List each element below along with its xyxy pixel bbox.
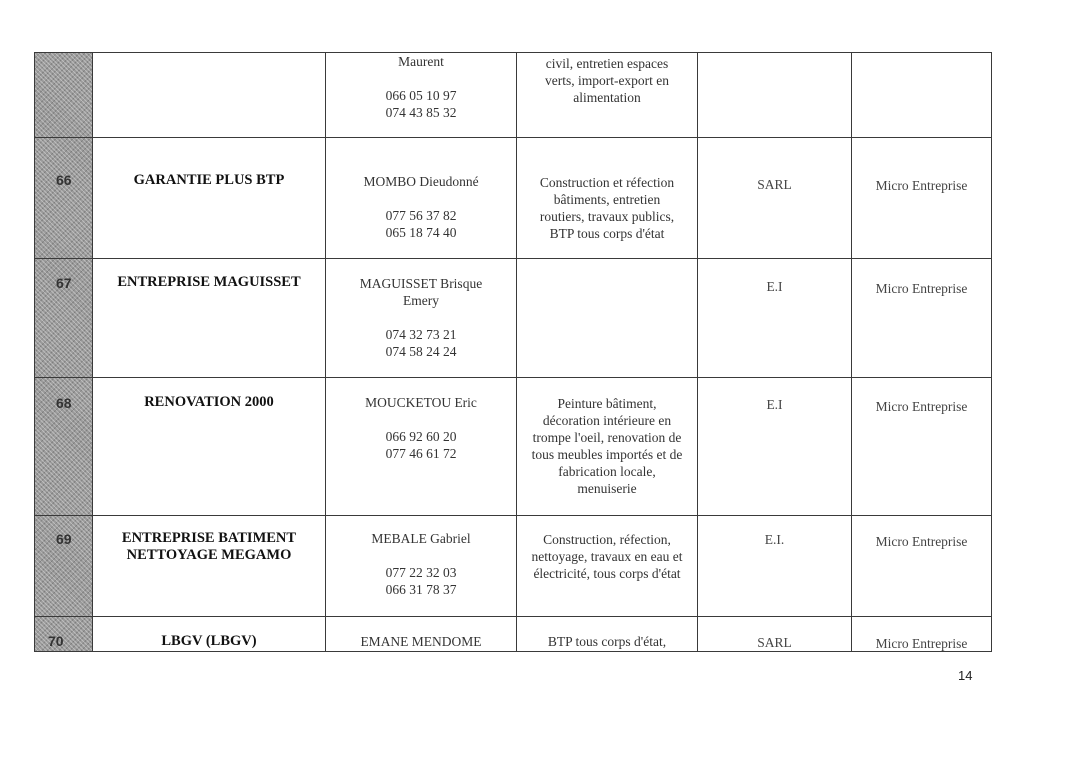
activity-line: nettoyage, travaux en eau et — [531, 549, 683, 564]
column-divider — [851, 52, 852, 652]
activity-line: Construction et réfection — [539, 175, 675, 190]
continuation-contact-cell — [326, 53, 516, 121]
activity-line: BTP tous corps d'état — [549, 226, 665, 241]
contact-name: MEBALE Gabriel — [371, 531, 471, 546]
row-number: 66 — [56, 172, 72, 188]
contact-name: MOUCKETOU Eric — [365, 395, 477, 410]
activity-line: civil, entretien espaces — [545, 56, 669, 71]
activity-line: décoration intérieure en — [542, 413, 672, 428]
contact-cell — [326, 633, 516, 650]
activity-line: menuiserie — [577, 481, 637, 496]
contact-cell — [326, 394, 516, 462]
activity-cell — [517, 633, 697, 650]
legal-form: E.I. — [764, 532, 785, 547]
number-column-shading — [34, 52, 92, 652]
contact-cell — [326, 275, 516, 360]
column-divider — [34, 52, 35, 652]
phone-number: 077 22 32 03 — [385, 565, 457, 580]
phone-number: 066 05 10 97 — [385, 88, 457, 103]
activity-line: électricité, tous corps d'état — [533, 566, 681, 581]
activity-line: BTP tous corps d'état, — [547, 634, 667, 649]
contact-cell — [326, 530, 516, 598]
activity-line: bâtiments, entretien — [553, 192, 661, 207]
company-name-cell — [93, 633, 325, 650]
company-name-cell — [93, 172, 325, 189]
contact-name: MOMBO Dieudonné — [363, 174, 479, 189]
legal-form: E.I — [766, 397, 783, 412]
page-number: 14 — [958, 668, 973, 683]
row-number: 68 — [56, 395, 72, 411]
phone-number: 077 56 37 82 — [385, 208, 457, 223]
phone-number: 065 18 74 40 — [385, 225, 457, 240]
legal-form: SARL — [757, 635, 792, 650]
phone-number: 077 46 61 72 — [385, 446, 457, 461]
table-border-right — [991, 52, 992, 652]
activity-line: routiers, travaux publics, — [539, 209, 675, 224]
legal-form: SARL — [757, 177, 792, 192]
row-divider — [34, 258, 992, 259]
contact-name: Emery — [403, 293, 439, 308]
activity-cell — [517, 531, 697, 582]
contact-name: Maurent — [398, 54, 444, 69]
activity-line: Peinture bâtiment, — [557, 396, 657, 411]
column-divider — [697, 52, 698, 652]
contact-name: EMANE MENDOME — [360, 634, 482, 649]
phone-number: 074 32 73 21 — [385, 327, 457, 342]
company-name-cell — [93, 394, 325, 411]
row-number: 69 — [56, 531, 72, 547]
activity-line: verts, import-export en — [544, 73, 670, 88]
row-divider — [34, 616, 992, 617]
phone-number: 074 58 24 24 — [385, 344, 457, 359]
phone-number: 074 43 85 32 — [385, 105, 457, 120]
activity-cell — [517, 395, 697, 497]
row-divider — [34, 515, 992, 516]
legal-form: E.I — [766, 279, 783, 294]
table-border-bottom — [34, 651, 992, 652]
company-name: ENTREPRISE MAGUISSET — [117, 274, 301, 290]
company-name: ENTREPRISE BATIMENT — [121, 530, 297, 546]
company-name: NETTOYAGE MEGAMO — [126, 547, 292, 563]
activity-line: alimentation — [573, 90, 641, 105]
company-name-cell — [93, 274, 325, 291]
company-name: RENOVATION 2000 — [144, 394, 274, 410]
phone-number: 066 31 78 37 — [385, 582, 457, 597]
row-number: 70 — [48, 633, 64, 649]
company-name: LBGV (LBGV) — [161, 633, 257, 649]
activity-line: Construction, réfection, — [543, 532, 671, 547]
row-number: 67 — [56, 275, 72, 291]
company-name: GARANTIE PLUS BTP — [133, 172, 285, 188]
company-category: Micro Entreprise — [875, 636, 968, 651]
contact-cell — [326, 173, 516, 241]
activity-line: fabrication locale, — [558, 464, 656, 479]
continuation-activity-cell — [517, 55, 697, 106]
company-category: Micro Entreprise — [875, 178, 968, 193]
company-category: Micro Entreprise — [875, 399, 968, 414]
company-category: Micro Entreprise — [875, 281, 968, 296]
activity-line: tous meubles importés et de — [531, 447, 683, 462]
activity-cell — [517, 174, 697, 242]
phone-number: 066 92 60 20 — [385, 429, 457, 444]
company-category: Micro Entreprise — [875, 534, 968, 549]
company-name-cell — [93, 530, 325, 564]
row-divider — [34, 137, 992, 138]
row-divider — [34, 377, 992, 378]
activity-line: trompe l'oeil, renovation de — [532, 430, 682, 445]
contact-name: MAGUISSET Brisque — [359, 276, 483, 291]
